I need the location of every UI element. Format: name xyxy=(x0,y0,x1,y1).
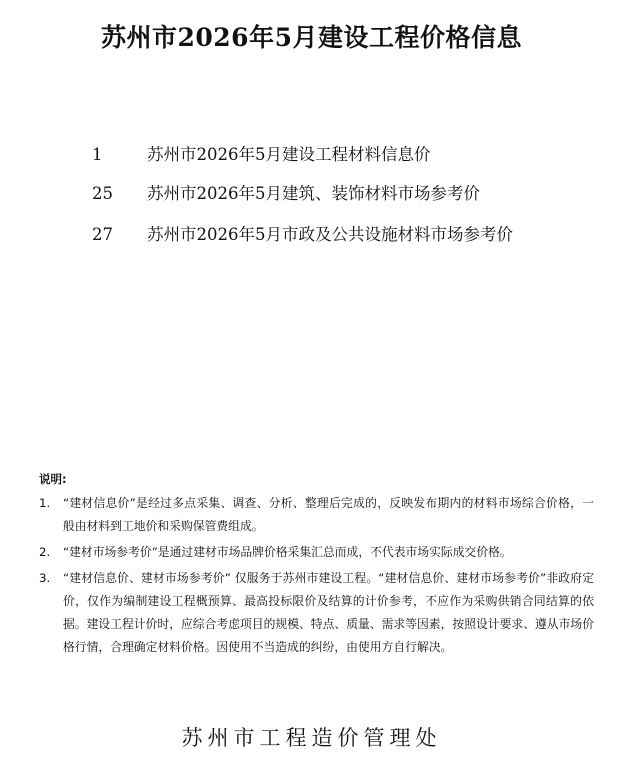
toc-page-number: 27 xyxy=(92,225,113,244)
page-title: 苏州市2026年5月建设工程价格信息 xyxy=(101,23,522,52)
note-number: 1. xyxy=(39,496,51,510)
notes-section xyxy=(39,470,594,662)
note-item xyxy=(39,541,594,564)
note-number: 3. xyxy=(39,571,51,585)
toc-entry-title: 苏州市2026年5月市政及公共设施材料市场参考价 xyxy=(147,225,513,244)
note-text: “建材信息价”是经过多点采集、调查、分析、整理后完成的，反映发布期内的材料市场综合价格，一般由材料到工地价和采购保管费组成。 xyxy=(63,496,594,533)
toc-page-number: 25 xyxy=(92,184,113,203)
note-item xyxy=(39,567,594,659)
toc-page-number: 1 xyxy=(92,145,103,164)
toc-entry-title: 苏州市2026年5月建筑、装饰材料市场参考价 xyxy=(147,184,480,203)
notes-heading: 说明: xyxy=(39,472,67,486)
note-text: “建材市场参考价”是通过建材市场品牌价格采集汇总而成，不代表市场实际成交价格。 xyxy=(63,545,512,559)
note-text: “建材信息价、建材市场参考价” 仅服务于苏州市建设工程。“建材信息价、建材市场参考价”非政府定价，仅作为编制建设工程概预算、最高投标限价及结算的计价参考，不应作为采购供销合同结算的依据。建设工程计价时，应综合考虑项目的规模、特点、质量、需求等因素，按照设计要求、遵从市场价格行情，合理确定材料价格。因使用不当造成的纠纷，由使用方自行解决。 xyxy=(63,571,594,654)
note-item xyxy=(39,492,594,538)
toc-entry-title: 苏州市2026年5月建设工程材料信息价 xyxy=(147,145,431,164)
issuing-organization: 苏州市工程造价管理处 xyxy=(181,726,442,750)
note-number: 2. xyxy=(39,545,51,559)
